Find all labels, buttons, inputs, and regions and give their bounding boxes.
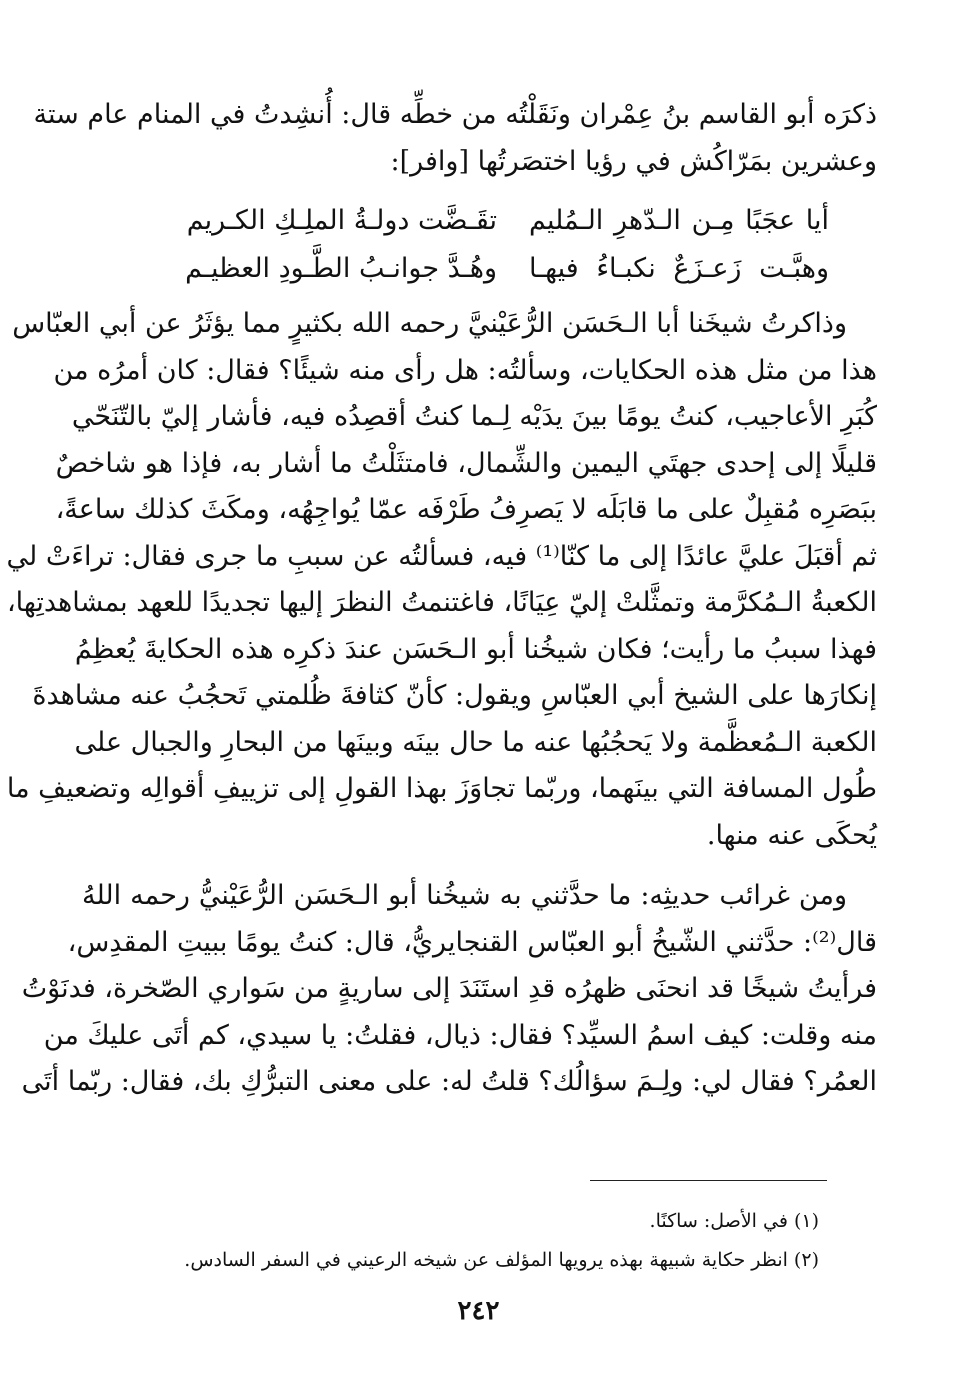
verse-line <box>82 245 877 293</box>
footnote-separator <box>590 1180 827 1181</box>
verse-second-hemistich: وهُـدَّ جوانـبُ الطَّـودِ العظيـم <box>185 253 497 284</box>
text-line: إنكارَها على الشيخ أبي العبّاسِ ويقول: كأنّ كثافةَ ظُلمتي تَحجُبُ عنه مشاهدةَ <box>32 680 877 711</box>
text-line: منه وقلت: كيف اسمُ السيِّد؟ فقال: ذيال، فقلتُ: يا سيدي، كم أتَى عليكَ من <box>43 1019 877 1051</box>
text-line: الكعبة الـمُعظَّمة ولا يَحجُبُها عنه ما حال بينَه وبينَها من البحارِ والجبال على <box>74 726 877 758</box>
footnote-1: (١) في الأصل: ساكنًا. <box>649 1210 819 1232</box>
text-line: هذا من مثل هذه الحكايات، وسألتُه: هل رأى منه شيئًا؟ فقال: كان أمرُه من <box>53 354 877 386</box>
text-line: ذكرَه أبو القاسم بنُ عِمْران ونَقَلْتُه من خطِّه قال: أُنشِدتُ في المنام عام ستة <box>33 99 877 130</box>
poem <box>82 197 877 293</box>
text-line: فرأيتُ شيخًا قد انحنَى ظهرُه قدِ استَنَدَ إلى ساريةٍ من سَواري الصّخرة، فدنَوْتُ <box>21 973 877 1004</box>
footnote-2: (٢) انظر حكاية شبيهة بهذه يرويها المؤلف عن شيخه الرعيني في السفر السادس. <box>184 1249 819 1271</box>
text-line: كُبَرِ الأعاجيب، كنتُ يومًا بينَ يدَيْه لِـما كنتُ أقصِدُه فيه، فأشار إليّ بالتّنَحّي <box>71 401 877 432</box>
paragraph-2 <box>21 873 877 1106</box>
text-line: قال⁽²⁾: حدَّثني الشّيخُ أبو العبّاس القنجايريُّ، قال: كنتُ يومًا ببيتِ المقدِس، <box>67 926 877 958</box>
text-line: العمُر؟ فقال لي: ولِـمَ سؤالُك؟ قلتُ له: على معنى التبرُّكِ بك، فقال: ربّما أتَى <box>21 1066 877 1097</box>
text-line: ببَصَرِه مُقبِلٌ على ما قابَلَه لا يَصرِفُ طَرْفَه عمّا يُواجِهُه، ومكَثَ كذلك ساعةً، <box>55 494 877 525</box>
verse-first-hemistich: وهبَّـت زَعـزَعٌ نكبـاءُ فيهـا <box>529 253 829 284</box>
text-line: فهذا سببُ ما رأيت؛ فكان شيخُنا أبو الـحَسَن عندَ ذكرِه هذه الحكايةَ يُعظِمُ <box>74 633 877 665</box>
paragraph-1 <box>6 301 877 859</box>
text-line: يُحكَى عنه منها. <box>706 819 877 851</box>
paragraph-gap <box>82 859 877 873</box>
intro-paragraph <box>33 92 877 185</box>
text-line: وذاكرتُ شيخَنا أبا الـحَسَن الرُّعَيْنيَّ رحمه الله بكثيرٍ مما يؤثَرُ عن أبي العبّاس <box>12 308 847 339</box>
verse-second-hemistich: تقَـضَّت دولـةُ الملِـكِ الكـريم <box>186 205 497 236</box>
verse-line <box>82 197 877 245</box>
text-line: ثم أقبَلَ عليَّ عائدًا إلى ما كنّا⁽¹⁾ فيه، فسألتُه عن سببِ ما جرى فقال: تراءَتْ لي <box>6 540 877 572</box>
text-line: الكعبةُ الـمُكرَّمة وتمثَّلتْ إليّ عِيَانًا، فاغتنمتُ النظرَ إليها تجديدًا للعهد بمشاهدتِها، <box>6 587 877 618</box>
main-text <box>6 92 877 1106</box>
page-number: ٢٤٢ <box>457 1296 500 1326</box>
text-line: وعشرين بمَرّاكُش في رؤيا اختصَرتُها [وافر]: <box>390 145 877 177</box>
text-line: قليلًا إلى إحدى جهتَي اليمين والشِّمال، فامتثَلْتُ ما أشار به، فإذا هو شاخصٌ <box>55 447 877 479</box>
text-line: ومن غرائب حديثِه: ما حدَّثني به شيخُنا أبو الـحَسَن الرُّعَيْنيُّ رحمه اللهُ <box>82 880 847 911</box>
verse-first-hemistich: أيا عجَبًا مِـن الـدّهرِ الـمُليم <box>529 205 829 236</box>
text-line: طُول المسافة التي بينَهما، وربّما تجاوَزَ بهذا القولِ إلى تزييفِ أقوالِه وتضعيفِ ما <box>6 773 877 804</box>
footnotes <box>119 1202 819 1280</box>
